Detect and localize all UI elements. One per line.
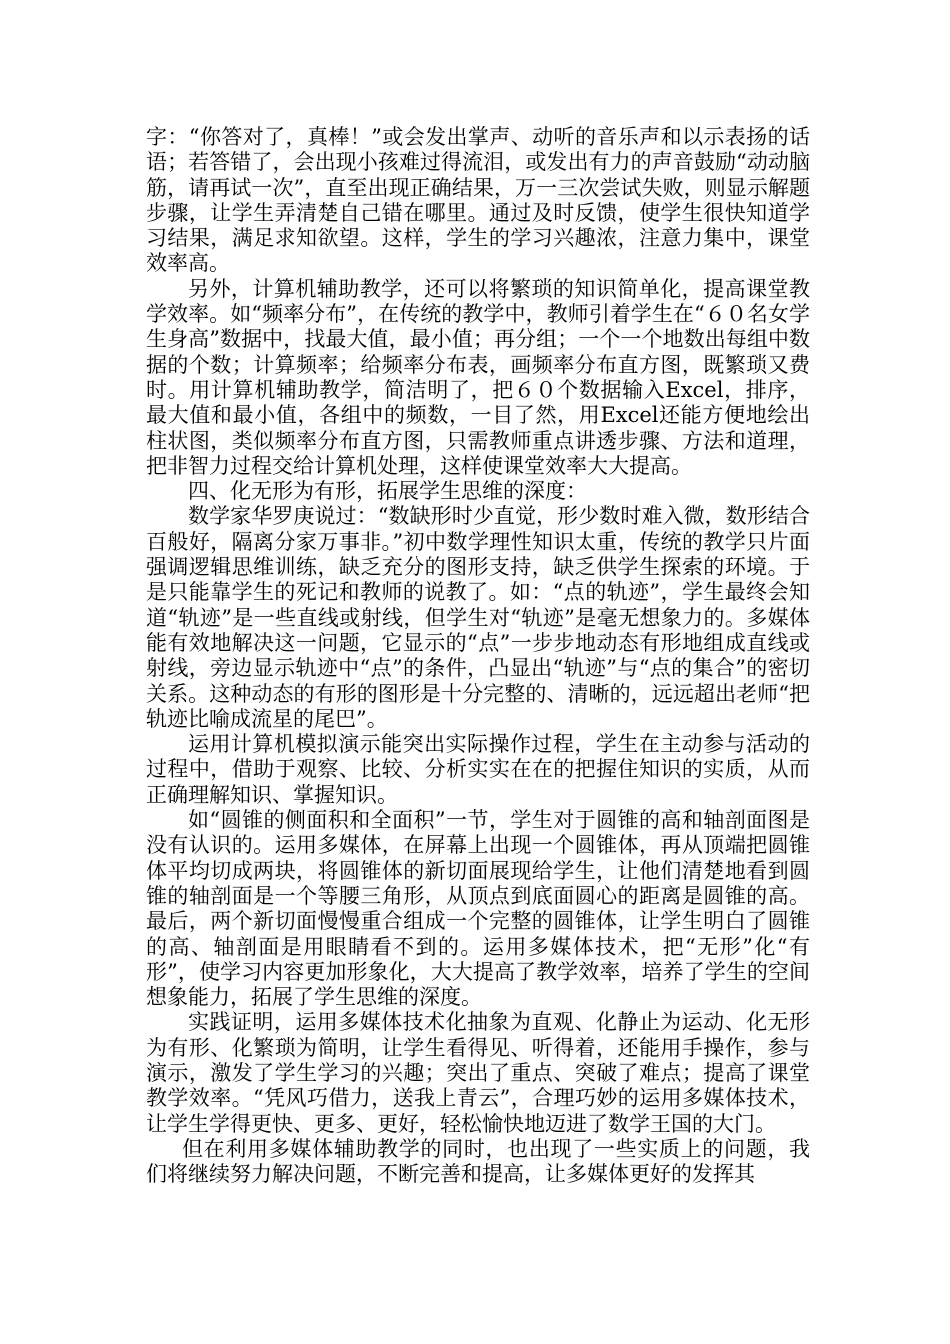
paragraph-simulation: 运用计算机模拟演示能突出实际操作过程，学生在主动参与活动的过程中，借助于观察、比较、分析实实在在的把握住知识的实质，从而正确理解知识、掌握知识。 (146, 732, 810, 807)
section-heading-four: 四、化无形为有形，拓展学生思维的深度： (188, 479, 587, 504)
paragraph-practice-proves: 实践证明，运用多媒体技术化抽象为直观、化静止为运动、化无形为有形、化繁琐为简明，让学生看得见、听得着，还能用手操作，参与演示，激发了学生学习的兴趣；突出了重点、突破了难点；提高了课堂教学效率。“凭风巧借力，送我上青云”，合理巧妙的运用多媒体技术，让学生学得更快、更多、更好，轻松愉快地迈进了数学王国的大门。 (146, 1010, 810, 1136)
paragraph-conclusion: 但在利用多媒体辅助教学的同时，也出现了一些实质上的问题，我们将继续努力解决问题，不断完善和提高，让多媒体更好的发挥其 (146, 1136, 810, 1187)
paragraph-frequency-distribution: 另外，计算机辅助教学，还可以将繁琐的知识简单化，提高课堂教学效率。如“频率分布”，在传统的教学中，教师引着学生在“６０名女学生身高”数据中，找最大值，最小值；再分组；一个一个地数出每组中数据的个数；计算频率；给频率分布表，画频率分布直方图，既繁琐又费时。用计算机辅助教学，简洁明了，把６０个数据输入Excel，排序，最大值和最小值，各组中的频数，一目了然，用Excel还能方便地绘出柱状图，类似频率分布直方图，只需教师重点讲透步骤、方法和道理，把非智力过程交给计算机处理，这样使课堂效率大大提高。 (146, 276, 810, 478)
paragraph-hua-luogeng: 数学家华罗庚说过：“数缺形时少直觉，形少数时难入微，数形结合百般好，隔离分家万事非。”初中数学理性知识太重，传统的教学只片面强调逻辑思维训练，缺乏充分的图形支持，缺乏供学生探索的环境。于是只能靠学生的死记和教师的说教了。如：“点的轨迹”，学生最终会知道“轨迹”是一些直线或射线，但学生对“轨迹”是毫无想象力的。多媒体能有效地解决这一问题，它显示的“点”一步步地动态有形地组成直线或射线，旁边显示轨迹中“点”的条件，凸显出“轨迹”与“点的集合”的密切关系。这种动态的有形的图形是十分完整的、清晰的，远远超出老师“把轨迹比喻成流星的尾巴”。 (146, 504, 810, 731)
paragraph-cone-example: 如“圆锥的侧面积和全面积”一节，学生对于圆锥的高和轴剖面图是没有认识的。运用多媒体，在屏幕上出现一个圆锥体，再从顶端把圆锥体平均切成两块，将圆锥体的新切面展现给学生，让他们清楚地看到圆锥的轴剖面是一个等腰三角形，从顶点到底面圆心的距离是圆锥的高。最后，两个新切面慢慢重合组成一个完整的圆锥体，让学生明白了圆锥的高、轴剖面是用眼睛看不到的。运用多媒体技术，把“无形”化“有形”，使学习内容更加形象化，大大提高了教学效率，培养了学生的空间想象能力，拓展了学生思维的深度。 (146, 808, 810, 1010)
body-text (146, 125, 810, 1187)
paragraph-feedback-continued: 字：“你答对了，真棒！”或会发出掌声、动听的音乐声和以示表扬的话语；若答错了，会出现小孩难过得流泪，或发出有力的声音鼓励“动动脑筋，请再试一次”，直至出现正确结果，万一三次尝试失败，则显示解题步骤，让学生弄清楚自己错在哪里。通过及时反馈，使学生很快知道学习结果，满足求知欲望。这样，学生的学习兴趣浓，注意力集中，课堂效率高。 (146, 125, 810, 276)
